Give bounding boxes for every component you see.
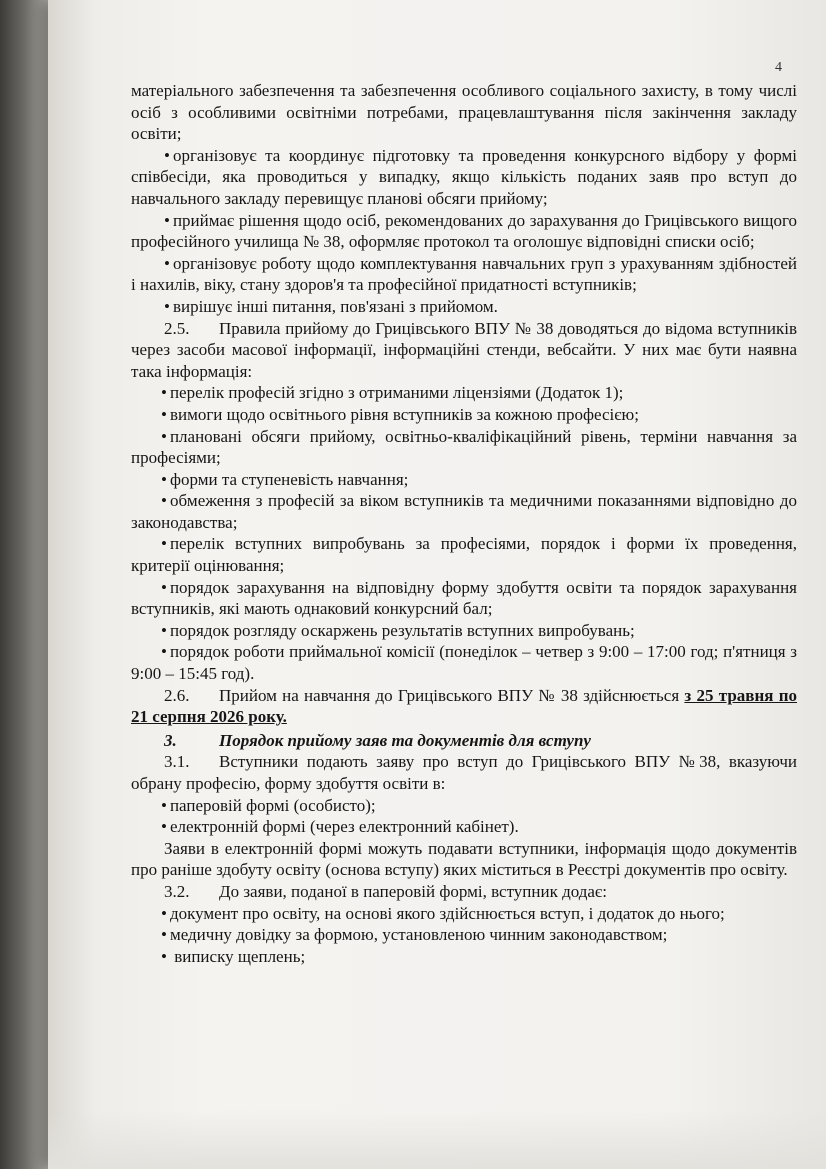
clause-number: 3.2. [164, 881, 190, 901]
list-item: • перелік професій згідно з отриманими ліцензіями (Додаток 1); [131, 382, 797, 404]
list-item: • паперовій формі (особисто); [131, 795, 797, 817]
list-item: • вимоги щодо освітнього рівня вступників за кожною професією; [131, 404, 797, 426]
clause-3-1 [131, 751, 797, 794]
list-item: • обмеження з професій за віком вступників та медичними показаннями відповідно до законодавства; [131, 490, 797, 533]
list-item: • перелік вступних випробувань за професіями, порядок і форми їх проведення, критерії оцінювання; [131, 533, 797, 576]
list-item: • приймає рішення щодо осіб, рекомендованих до зарахування до Грицівського вищого професійного училища № 38, оформляє протокол та оголошує відповідні списки осіб; [131, 210, 797, 253]
clause-number: 3.1. [164, 752, 190, 772]
list-item: • плановані обсяги прийому, освітньо-кваліфікаційний рівень, терміни навчання за професіями; [131, 426, 797, 469]
list-item: • електронній формі (через електронний кабінет). [131, 816, 797, 838]
list-item: • виписку щеплень; [131, 946, 797, 968]
clause-text: До заяви, поданої в паперовій формі, вступник додає: [219, 881, 607, 901]
list-item: • вирішує інші питання, пов'язані з прийомом. [131, 296, 797, 318]
clause-text: Вступники подають заяву про вступ до Грицівського ВПУ №38, вказуючи обрану професію, форму здобуття освіти в: [131, 752, 797, 793]
list-item: • форми та ступеневість навчання; [131, 469, 797, 491]
clause-text: Прийом на навчання до Грицівського ВПУ № 38 здійснюється [219, 685, 685, 705]
clause-2-5 [131, 318, 797, 383]
page-number: 4 [775, 60, 782, 75]
paragraph: матеріального забезпечення та забезпечення особливого соціального захисту, в тому числі осіб з особливими освітніми потребами, працевлаштування після закінчення закладу освіти; [131, 81, 797, 144]
list-item: • порядок розгляду оскаржень результатів вступних випробувань; [131, 620, 797, 642]
section-heading [131, 730, 797, 752]
list-item: • організовує роботу щодо комплектування навчальних груп з урахуванням здібностей і нахилів, віку, стану здоров'я та професійної придатності вступників; [131, 253, 797, 296]
clause-number: 2.6. [164, 685, 190, 705]
list-item: • організовує та координує підготовку та проведення конкурсного відбору у формі співбесіди, яка проводиться у випадку, якщо кількість поданих заяв про вступ до навчального закладу перевищує планові обсяги прийому; [131, 145, 797, 210]
clause-text: Правила прийому до Грицівського ВПУ № 38 доводяться до відома вступників через засоби масової інформації, інформаційні стенди, вебсайти. У них має бути наявна така інформація: [131, 318, 797, 381]
page-body [131, 80, 797, 967]
list-item: • медичну довідку за формою, установленою чинним законодавством; [131, 924, 797, 946]
clause-number: 2.5. [164, 318, 190, 338]
clause-3-2 [131, 881, 797, 903]
admission-dates: з 25 травня по 21 серпня 2026 року. [131, 685, 797, 727]
list-item: • порядок роботи приймальної комісії (понеділок – четвер з 9:00 – 17:00 год; п'ятниця з 9:00 – 15:45 год). [131, 641, 797, 684]
section-title: Порядок прийому заяв та документів для вступу [219, 730, 591, 750]
list-item: • документ про освіту, на основі якого здійснюється вступ, і додаток до нього; [131, 903, 797, 925]
section-number: 3. [164, 730, 177, 750]
clause-2-6 [131, 685, 797, 728]
list-item: • порядок зарахування на відповідну форму здобуття освіти та порядок зарахування вступників, які мають однаковий конкурсний бал; [131, 577, 797, 620]
paragraph: Заяви в електронній формі можуть подавати вступники, інформація щодо документів про раніше здобуту освіту (основа вступу) яких міститься в Реєстрі документів про освіту. [131, 838, 797, 880]
